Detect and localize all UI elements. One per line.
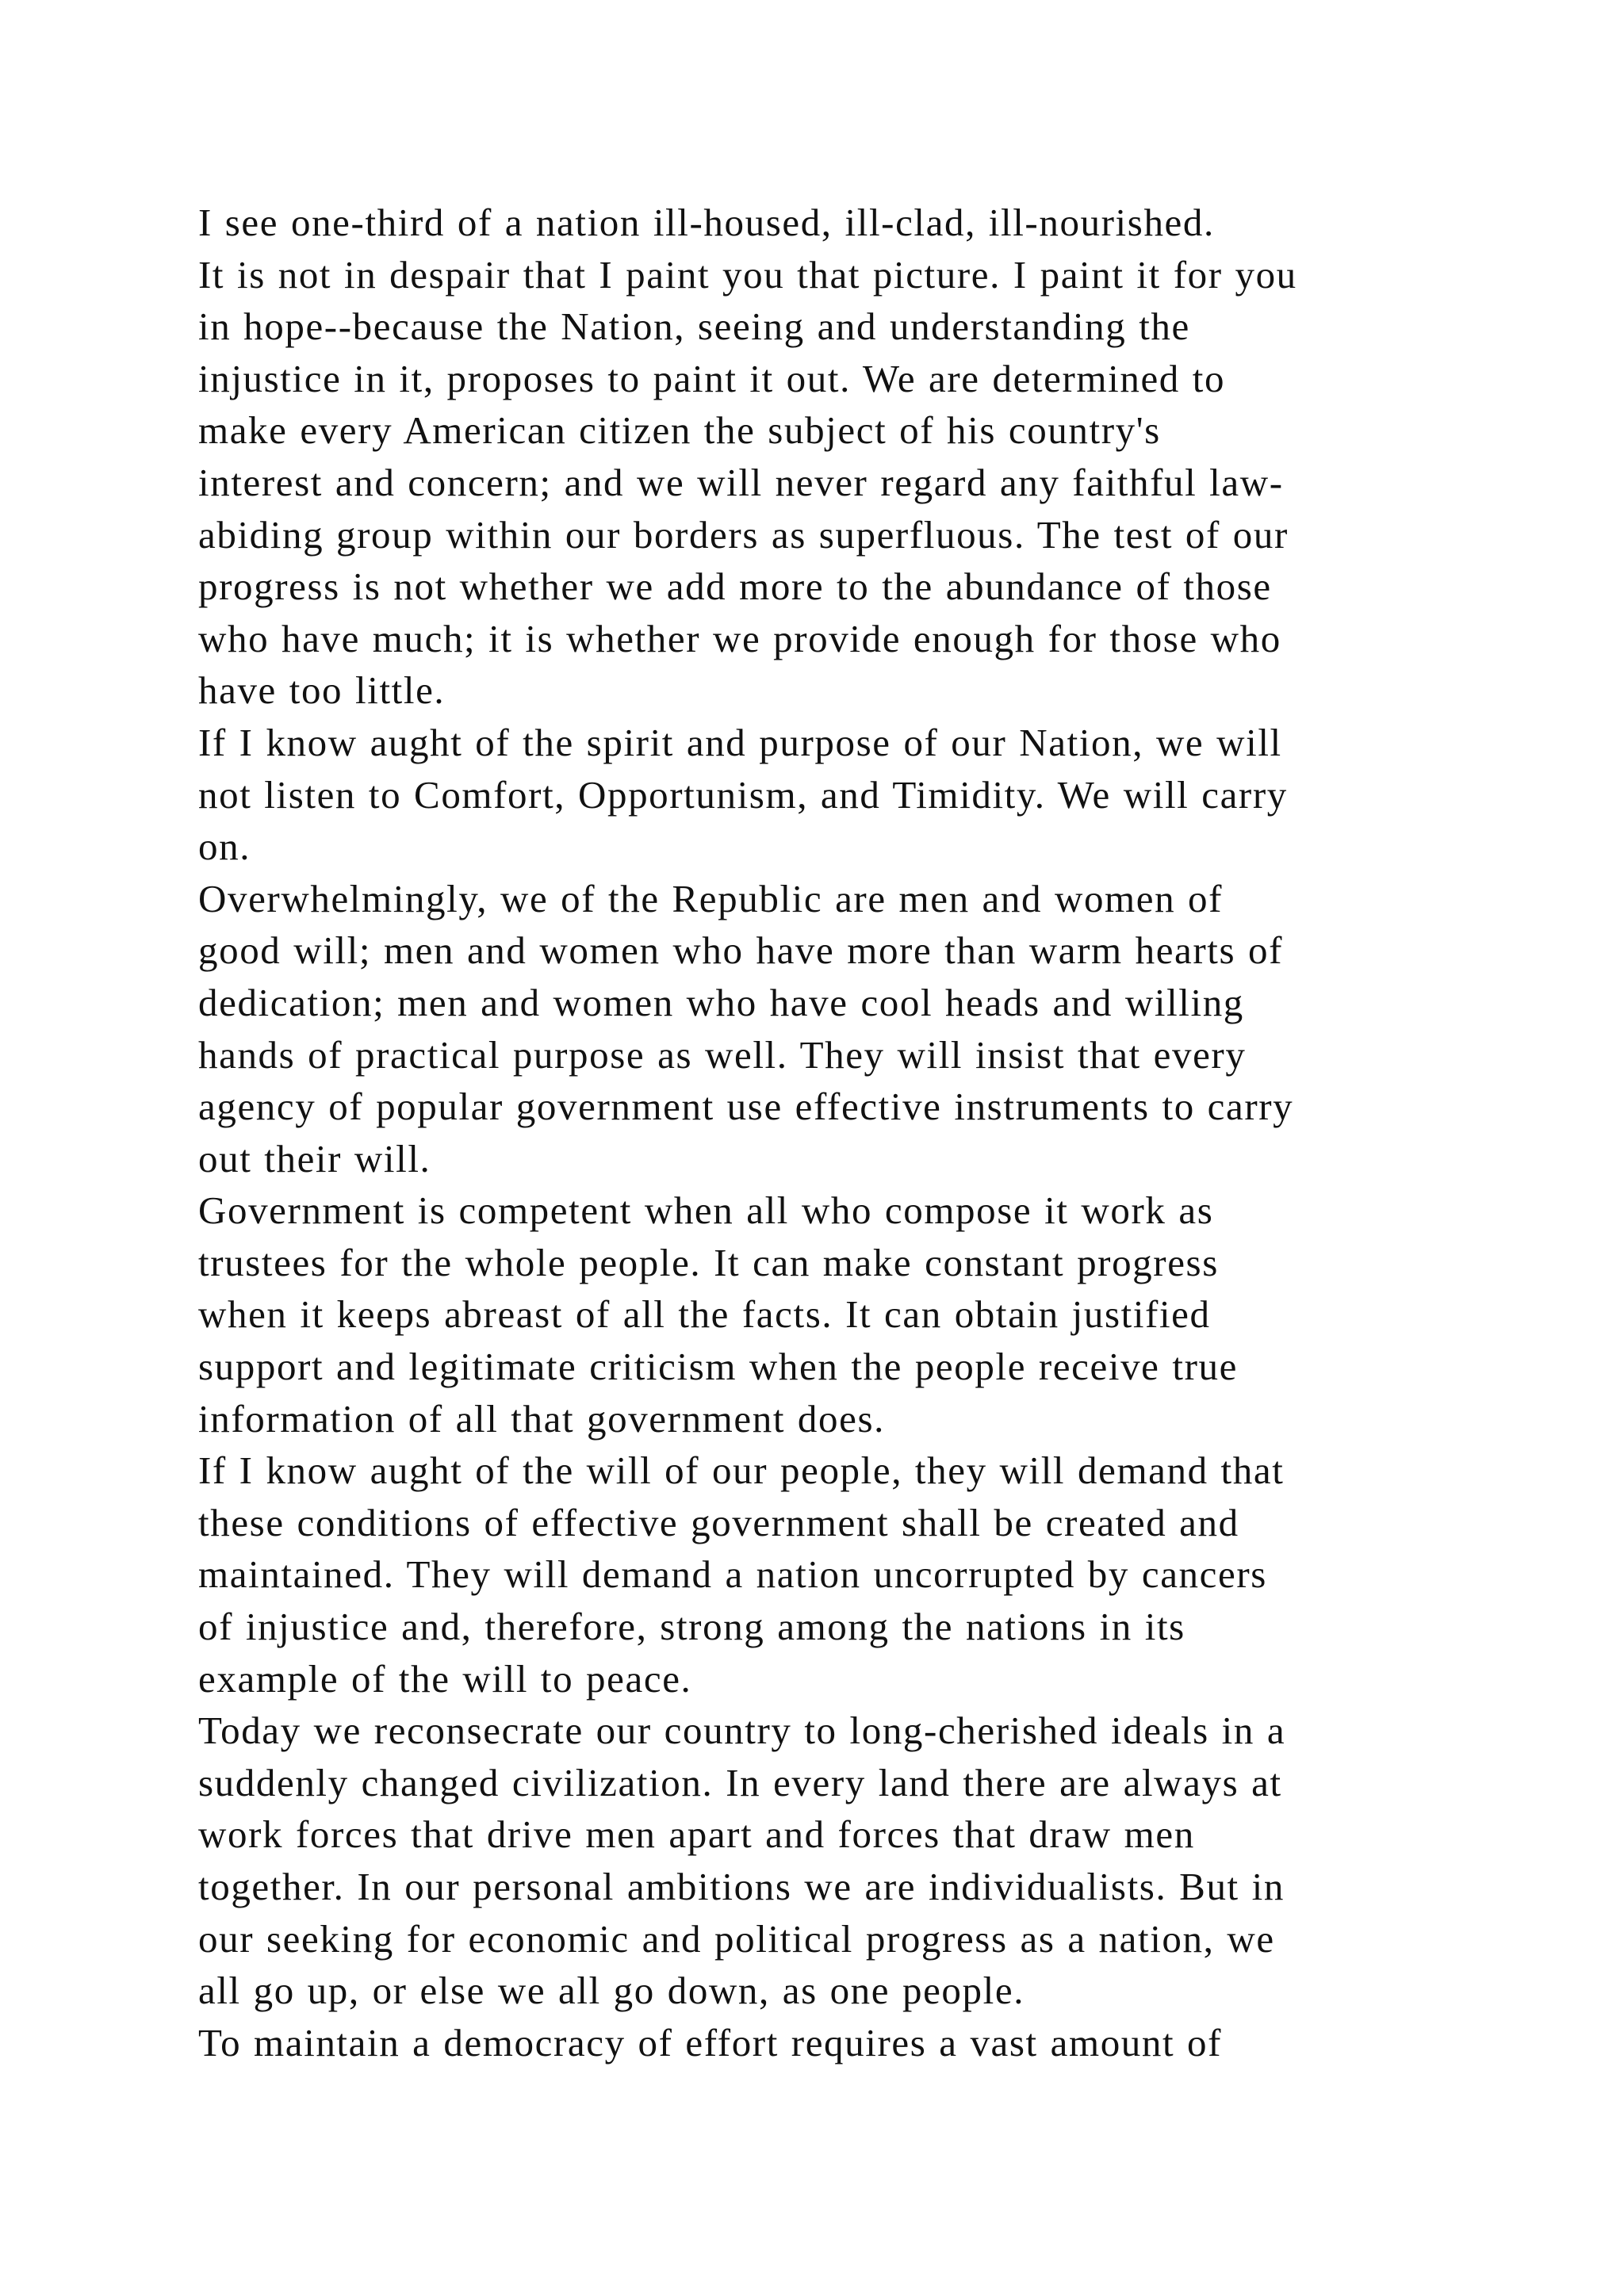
document-body — [198, 197, 1546, 2068]
text-line: Today we reconsecrate our country to long-cherished ideals in a — [198, 1709, 1286, 1753]
text-line: have too little. — [198, 668, 446, 713]
text-line: If I know aught of the spirit and purpose of our Nation, we will — [198, 720, 1282, 764]
text-line: of injustice and, therefore, strong among the nations in its — [198, 1605, 1185, 1649]
text-line: It is not in despair that I paint you that picture. I paint it for you — [198, 252, 1297, 297]
text-line: these conditions of effective government shall be created and — [198, 1500, 1239, 1544]
text-line: Government is competent when all who compose it work as — [198, 1188, 1214, 1233]
text-line: dedication; men and women who have cool heads and willing — [198, 980, 1244, 1024]
text-line: injustice in it, proposes to paint it out. We are determined to — [198, 356, 1226, 400]
text-line: interest and concern; and we will never regard any faithful law- — [198, 460, 1284, 504]
text-line: information of all that government does. — [198, 1396, 885, 1441]
text-line: I see one-third of a nation ill-housed, ill-clad, ill-nourished. — [198, 201, 1215, 244]
text-line: abiding group within our borders as superfluous. The test of our — [198, 512, 1289, 557]
text-line: our seeking for economic and political progress as a nation, we — [198, 1916, 1275, 1961]
text-line: good will; men and women who have more than warm hearts of — [198, 928, 1284, 973]
text-line: all go up, or else we all go down, as one people. — [198, 1969, 1025, 2013]
text-line: work forces that drive men apart and forces that draw men — [198, 1812, 1195, 1857]
text-line: If I know aught of the will of our people, they will demand that — [198, 1448, 1285, 1493]
text-line: when it keeps abreast of all the facts. It can obtain justified — [198, 1292, 1211, 1337]
text-line: support and legitimate criticism when the people receive true — [198, 1345, 1238, 1389]
text-line: trustees for the whole people. It can make constant progress — [198, 1240, 1219, 1284]
text-line: progress is not whether we add more to the abundance of those — [198, 564, 1272, 609]
text-line: in hope--because the Nation, seeing and understanding the — [198, 304, 1190, 349]
text-line: out their will. — [198, 1136, 431, 1181]
text-line: agency of popular government use effective instruments to carry — [198, 1085, 1294, 1129]
text-line: hands of practical purpose as well. They will insist that every — [198, 1032, 1247, 1077]
text-line: make every American citizen the subject of his country's — [198, 408, 1161, 453]
text-line: together. In our personal ambitions we are individualists. But in — [198, 1865, 1285, 1908]
text-line: on. — [198, 825, 251, 869]
text-line: maintained. They will demand a nation uncorrupted by cancers — [198, 1552, 1267, 1597]
text-line: suddenly changed civilization. In every land there are always at — [198, 1760, 1282, 1804]
text-line: not listen to Comfort, Opportunism, and Timidity. We will carry — [198, 772, 1288, 817]
text-line: example of the will to peace. — [198, 1656, 692, 1701]
text-line: To maintain a democracy of effort requires a vast amount of — [198, 2020, 1223, 2064]
text-line: Overwhelmingly, we of the Republic are men and women of — [198, 876, 1224, 920]
text-line: who have much; it is whether we provide enough for those who — [198, 616, 1281, 660]
